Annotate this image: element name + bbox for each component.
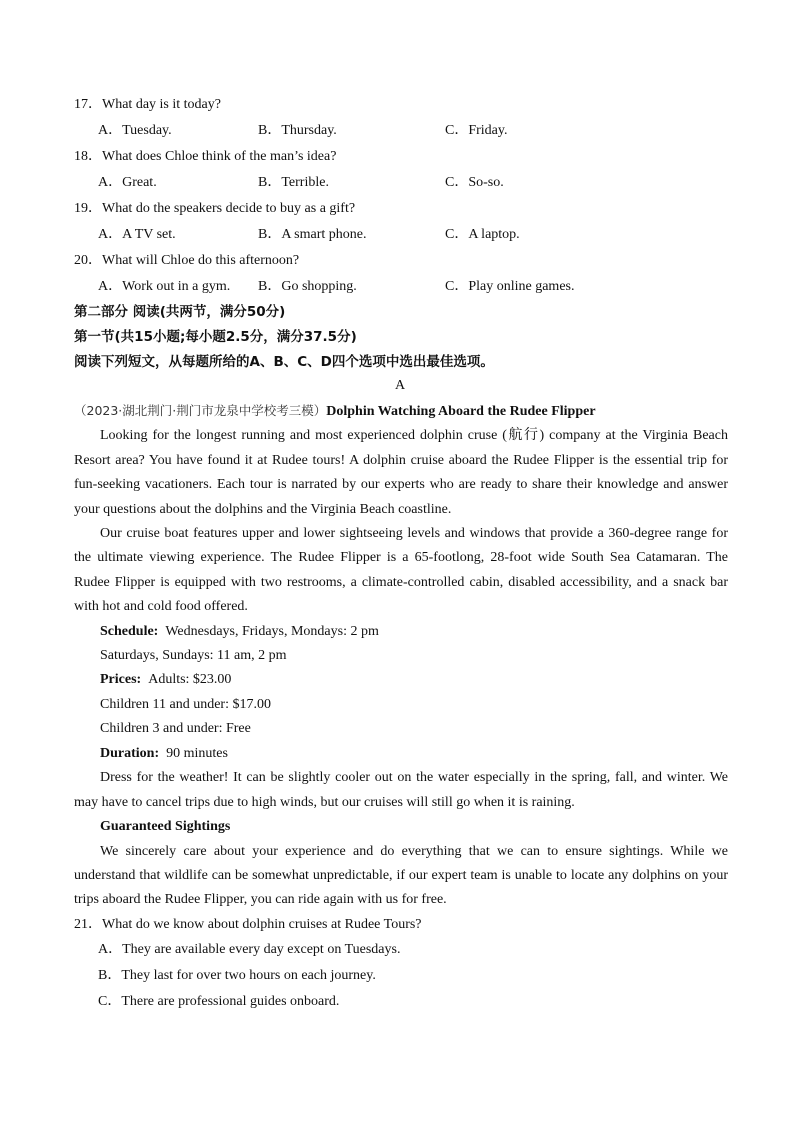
option-b: B．Terrible.	[258, 175, 329, 190]
option-b: B．Go shopping.	[258, 279, 357, 294]
duration-line	[100, 744, 728, 764]
p4-line-1: We sincerely care about your experience and do everything that we can to ensure sightings. While we	[100, 844, 728, 859]
question-21-option-c: C．There are professional guides onboard.	[98, 994, 340, 1009]
question-18-stem: 18．What does Chloe think of the man’s idea?	[74, 149, 337, 164]
duration-value: 90 minutes	[166, 746, 228, 761]
p2-line-2: the ultimate viewing experience. The Rudee Flipper is a 65-footlong, 28-foot wide South Sea Catamaran. The	[74, 550, 728, 565]
option-a: A．Work out in a gym.	[98, 279, 231, 294]
p4-line-3: trips aboard the Rudee Flipper, you can ride again with us for free.	[74, 892, 447, 907]
passage-label: A	[394, 378, 406, 393]
option-a: A．Great.	[98, 175, 157, 190]
option-c: C．A laptop.	[445, 227, 520, 242]
p1-line-2: Resort area? You have found it at Rudee tours! A dolphin cruise aboard the Rudee Flipper is the essential trip for	[74, 453, 728, 468]
option-a: A．Tuesday.	[98, 123, 172, 138]
p4-line-2: understand that wildlife can be somewhat unpredictable, if our expert team is unable to locate any dolphins on your	[74, 868, 728, 883]
guarantee-heading: Guaranteed Sightings	[100, 819, 231, 834]
instruction: 阅读下列短文，从每题所给的A、B、C、D四个选项中选出最佳选项。	[74, 354, 494, 370]
option-c: C．Friday.	[445, 123, 508, 138]
question-19-stem: 19．What do the speakers decide to buy as a gift?	[74, 201, 356, 216]
p1-line-4: your questions about the dolphins and the Virginia Beach coastline.	[74, 502, 452, 517]
prices-value-1: Adults: $23.00	[148, 672, 232, 687]
subsection-title: 第一节(共15小题;每小题2.5分，满分37.5分)	[74, 329, 357, 345]
p1-line-1: Looking for the longest running and most experienced dolphin cruse (航行) company at the Virginia Beach	[100, 428, 728, 443]
prices-line-3: Children 3 and under: Free	[100, 721, 251, 736]
schedule-label: Schedule:	[100, 624, 159, 639]
part-title: 第二部分 阅读(共两节，满分50分)	[74, 304, 286, 320]
duration-label: Duration:	[100, 746, 160, 761]
p3-line-1: Dress for the weather! It can be slightly cooler out on the water especially in the spring, fall, and winter. We	[100, 770, 728, 785]
question-17-stem: 17．What day is it today?	[74, 97, 221, 112]
p2-line-3: Rudee Flipper is equipped with two restrooms, a climate-controlled cabin, disabled accessibility, and a snack bar	[74, 575, 728, 590]
option-b: B．A smart phone.	[258, 227, 367, 242]
schedule-line-1	[100, 622, 728, 642]
passage-source: （2023·湖北荆门·荆门市龙泉中学校考三模）	[74, 403, 327, 418]
passage-source-line	[74, 401, 728, 422]
prices-line-1	[100, 670, 728, 690]
passage-title: Dolphin Watching Aboard the Rudee Flipper	[326, 404, 596, 419]
prices-line-2: Children 11 and under: $17.00	[100, 697, 271, 712]
option-b: B．Thursday.	[258, 123, 337, 138]
p3-line-2: may have to cancel trips due to high winds, but our cruises will still go when it is raining.	[74, 795, 575, 810]
option-c: C．So-so.	[445, 175, 504, 190]
question-21-option-a: A．They are available every day except on Tuesdays.	[98, 942, 401, 957]
schedule-line-2: Saturdays, Sundays: 11 am, 2 pm	[100, 648, 287, 663]
option-c: C．Play online games.	[445, 279, 575, 294]
option-a: A．A TV set.	[98, 227, 176, 242]
question-20-stem: 20．What will Chloe do this afternoon?	[74, 253, 300, 268]
p2-line-4: with hot and cold food offered.	[74, 599, 248, 614]
p1-line-3: fun-seeking vacationers. Each tour is narrated by our experts who are ready to share their knowledge and answer	[74, 477, 728, 492]
p2-line-1: Our cruise boat features upper and lower sightseeing levels and windows that provide a 360-degree range for	[100, 526, 728, 541]
schedule-value-1: Wednesdays, Fridays, Mondays: 2 pm	[165, 624, 379, 639]
question-21-option-b: B．They last for over two hours on each journey.	[98, 968, 376, 983]
prices-label: Prices:	[100, 672, 142, 687]
question-21-stem: 21．What do we know about dolphin cruises at Rudee Tours?	[74, 917, 422, 932]
